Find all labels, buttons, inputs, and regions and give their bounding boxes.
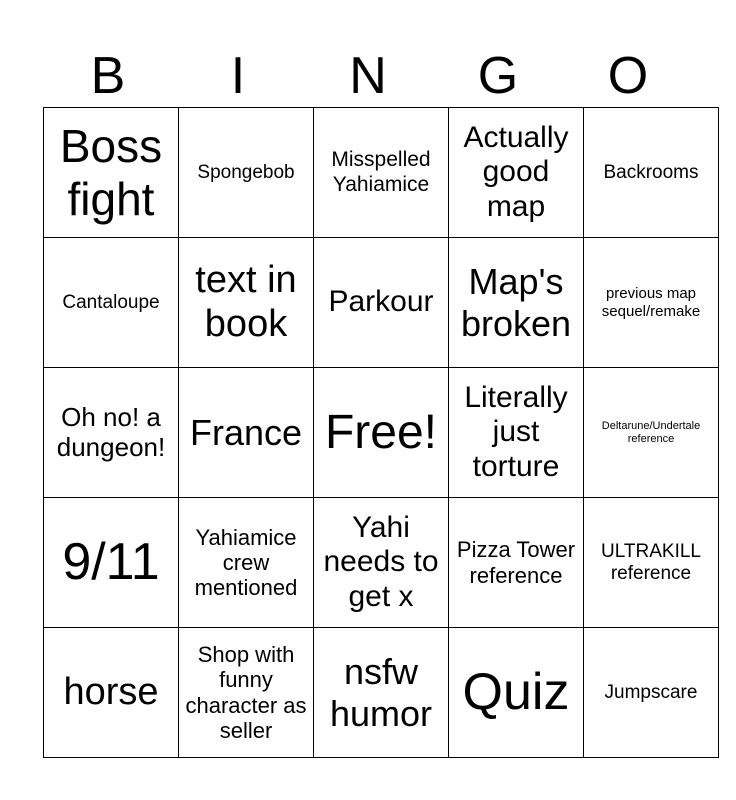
header-letter-n: N bbox=[349, 47, 387, 105]
bingo-board bbox=[43, 107, 719, 758]
bingo-cell[interactable]: text in book bbox=[179, 238, 314, 368]
bingo-cell[interactable]: Pizza Tower reference bbox=[449, 498, 584, 628]
board-row bbox=[44, 238, 719, 368]
bingo-cell[interactable]: Yahiamice crew mentioned bbox=[179, 498, 314, 628]
bingo-cell[interactable]: Quiz bbox=[449, 628, 584, 758]
header-letter-o: O bbox=[607, 47, 649, 105]
bingo-cell[interactable]: Actually good map bbox=[449, 108, 584, 238]
header-letter-b: B bbox=[90, 47, 126, 105]
bingo-cell[interactable]: Misspelled Yahiamice bbox=[314, 108, 449, 238]
header-letter-g: G bbox=[477, 47, 519, 105]
bingo-cell[interactable]: Spongebob bbox=[179, 108, 314, 238]
bingo-cell[interactable]: Shop with funny character as seller bbox=[179, 628, 314, 758]
bingo-cell[interactable]: Map's broken bbox=[449, 238, 584, 368]
bingo-cell[interactable]: Jumpscare bbox=[584, 628, 719, 758]
bingo-cell[interactable]: ULTRAKILL reference bbox=[584, 498, 719, 628]
bingo-cell[interactable]: France bbox=[179, 368, 314, 498]
bingo-cell[interactable]: horse bbox=[44, 628, 179, 758]
bingo-cell[interactable]: Yahi needs to get x bbox=[314, 498, 449, 628]
bingo-cell[interactable]: Literally just torture bbox=[449, 368, 584, 498]
bingo-cell[interactable]: Backrooms bbox=[584, 108, 719, 238]
bingo-cell[interactable]: 9/11 bbox=[44, 498, 179, 628]
bingo-cell[interactable]: Boss fight bbox=[44, 108, 179, 238]
bingo-cell[interactable]: previous map sequel/remake bbox=[584, 238, 719, 368]
board-row bbox=[44, 498, 719, 628]
board-row bbox=[44, 108, 719, 238]
bingo-cell[interactable]: Parkour bbox=[314, 238, 449, 368]
bingo-cell free-space[interactable]: Free! bbox=[314, 368, 449, 498]
bingo-cell[interactable]: Oh no! a dungeon! bbox=[44, 368, 179, 498]
board-row bbox=[44, 628, 719, 758]
bingo-cell[interactable]: Deltarune/Undertale reference bbox=[584, 368, 719, 498]
board-row bbox=[44, 368, 719, 498]
bingo-cell[interactable]: nsfw humor bbox=[314, 628, 449, 758]
bingo-cell[interactable]: Cantaloupe bbox=[44, 238, 179, 368]
header-letter-i: I bbox=[230, 47, 246, 105]
bingo-header bbox=[43, 46, 693, 106]
